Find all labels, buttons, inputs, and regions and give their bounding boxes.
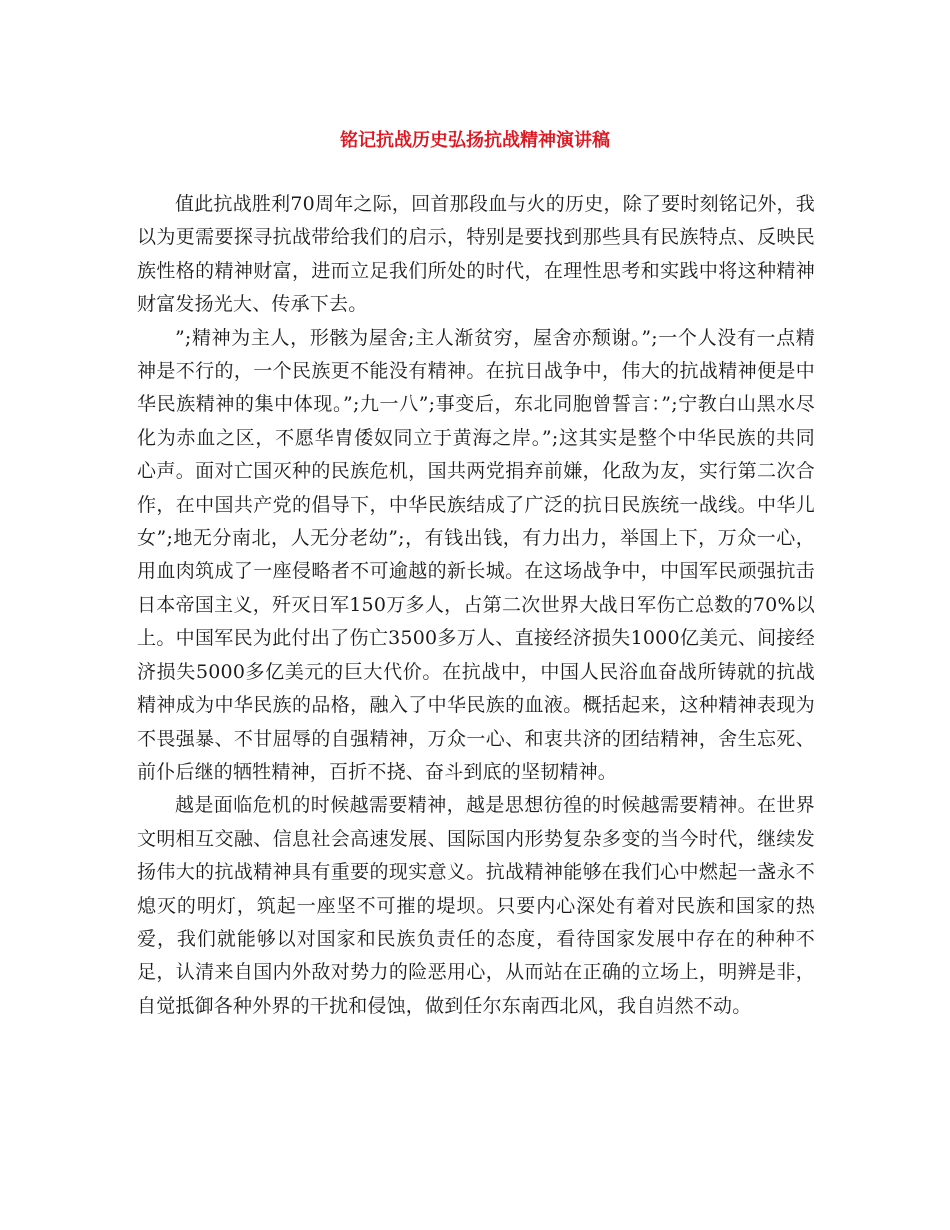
paragraph-1: 值此抗战胜利70周年之际，回首那段血与火的历史，除了要时刻铭记外，我以为更需要探寻抗战带给我们的启示，特别是要找到那些具有民族特点、反映民族性格的精神财富，进而立足我们所处的时代，在理性思考和实践中将这种精神财富发扬光大、传承下去。 <box>137 193 815 316</box>
paragraph-2: ”;精神为主人，形骸为屋舍;主人渐贫穷，屋舍亦颓谢。”;一个人没有一点精神是不行的，一个民族更不能没有精神。在抗日战争中，伟大的抗战精神便是中华民族精神的集中体现。”;九一八”;事变后，东北同胞曾誓言：”;宁教白山黑水尽化为赤血之区，不愿华胄倭奴同立于黄海之岸。”;这其实是整个中华民族的共同心声。面对亡国灭种的民族危机，国共两党捐弃前嫌，化敌为友，实行第二次合作，在中国共产党的倡导下，中华民族结成了广泛的抗日民族统一战线。中华儿女”;地无分南北，人无分老幼”;，有钱出钱，有力出力，举国上下，万众一心，用血肉筑成了一座侵略者不可逾越的新长城。在这场战争中，中国军民顽强抗击日本帝国主义，歼灭日军150万多人，占第二次世界大战日军伤亡总数的70%以上。中国军民为此付出了伤亡3500多万人、直接经济损失1000亿美元、间接经济损失5000多亿美元的巨大代价。在抗战中，中国人民浴血奋战所铸就的抗战精神成为中华民族的品格，融入了中华民族的血液。概括起来，这种精神表现为不畏强暴、不甘屈辱的自强精神，万众一心、和衷共济的团结精神，舍生忘死、前仆后继的牺牲精神，百折不挠、奋斗到底的坚韧精神。 <box>137 326 815 783</box>
paragraph-3: 越是面临危机的时候越需要精神，越是思想彷徨的时候越需要精神。在世界文明相互交融、信息社会高速发展、国际国内形势复杂多变的当今时代，继续发扬伟大的抗战精神具有重要的现实意义。抗战精神能够在我们心中燃起一盏永不熄灭的明灯，筑起一座坚不可摧的堤坝。只要内心深处有着对民族和国家的热爱，我们就能够以对国家和民族负责任的态度，看待国家发展中存在的种种不足，认清来自国内外敌对势力的险恶用心，从而站在正确的立场上，明辨是非，自觉抵御各种外界的干扰和侵蚀，做到任尔东南西北风，我自岿然不动。 <box>137 794 815 1017</box>
document-body <box>137 188 815 1023</box>
document-title: 铭记抗战历史弘扬抗战精神演讲稿 <box>340 130 610 151</box>
